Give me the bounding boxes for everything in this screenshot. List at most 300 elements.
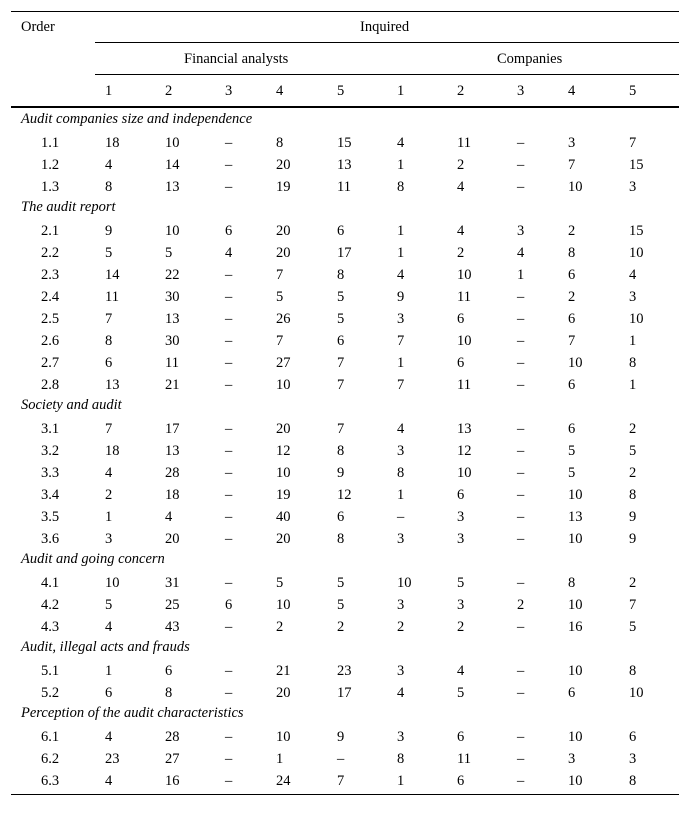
table-cell: – bbox=[225, 289, 233, 305]
section-title: Perception of the audit characteristics bbox=[21, 705, 244, 721]
row-order: 1.1 bbox=[41, 135, 60, 151]
table-cell: 15 bbox=[629, 157, 644, 173]
table-cell: – bbox=[225, 531, 233, 547]
table-cell: 8 bbox=[337, 443, 345, 459]
table-cell: 31 bbox=[165, 575, 180, 591]
table-row bbox=[11, 374, 679, 396]
table-cell: 12 bbox=[276, 443, 291, 459]
table-cell: 9 bbox=[337, 465, 345, 481]
table-cell: 10 bbox=[165, 135, 180, 151]
table-cell: – bbox=[225, 773, 233, 789]
table-cell: 23 bbox=[105, 751, 120, 767]
table-cell: 10 bbox=[568, 179, 583, 195]
table-cell: – bbox=[517, 157, 525, 173]
financial-analysts-header: Financial analysts bbox=[184, 51, 289, 67]
table-cell: 17 bbox=[337, 685, 352, 701]
table-cell: 19 bbox=[276, 487, 291, 503]
table-cell: 12 bbox=[457, 443, 472, 459]
table-cell: 13 bbox=[165, 179, 180, 195]
table-cell: 12 bbox=[337, 487, 352, 503]
table-cell: 7 bbox=[337, 421, 345, 437]
table-cell: 11 bbox=[105, 289, 119, 305]
table-cell: 2 bbox=[337, 619, 345, 635]
table-cell: 2 bbox=[397, 619, 405, 635]
scale-header-cell: 5 bbox=[629, 83, 637, 99]
table-cell: 1 bbox=[397, 355, 405, 371]
table-cell: 6 bbox=[457, 729, 465, 745]
table-cell: 6 bbox=[457, 773, 465, 789]
table-cell: 7 bbox=[337, 773, 345, 789]
table-cell: 6 bbox=[457, 487, 465, 503]
table-row bbox=[11, 748, 679, 770]
table-cell: 7 bbox=[276, 333, 284, 349]
table-row bbox=[11, 242, 679, 264]
table-cell: 13 bbox=[337, 157, 352, 173]
table-cell: 6 bbox=[568, 377, 576, 393]
table-cell: 3 bbox=[397, 729, 405, 745]
table-cell: 10 bbox=[568, 531, 583, 547]
row-order: 6.1 bbox=[41, 729, 60, 745]
table-row bbox=[11, 462, 679, 484]
table-cell: 7 bbox=[568, 333, 576, 349]
table-row bbox=[11, 176, 679, 198]
table-cell: 6 bbox=[225, 223, 233, 239]
table-cell: 11 bbox=[337, 179, 351, 195]
table-row bbox=[11, 440, 679, 462]
table-cell: 1 bbox=[629, 333, 637, 349]
table-cell: 7 bbox=[629, 135, 637, 151]
table-cell: 10 bbox=[276, 377, 291, 393]
table-cell: 5 bbox=[105, 597, 113, 613]
table-cell: 2 bbox=[276, 619, 284, 635]
row-order: 2.6 bbox=[41, 333, 60, 349]
inquired-rule bbox=[95, 42, 679, 43]
table-cell: 5 bbox=[568, 465, 576, 481]
table-cell: 25 bbox=[165, 597, 180, 613]
table-cell: 6 bbox=[568, 267, 576, 283]
table-cell: 8 bbox=[397, 179, 405, 195]
table-cell: 10 bbox=[568, 729, 583, 745]
table-cell: 3 bbox=[457, 531, 465, 547]
table-cell: 7 bbox=[105, 311, 113, 327]
table-cell: 4 bbox=[457, 663, 465, 679]
table-cell: 20 bbox=[276, 223, 291, 239]
table-cell: – bbox=[517, 685, 525, 701]
table-cell: 5 bbox=[337, 311, 345, 327]
table-cell: 5 bbox=[457, 685, 465, 701]
table-cell: 10 bbox=[105, 575, 120, 591]
section-title: Audit, illegal acts and frauds bbox=[21, 639, 190, 655]
table-cell: 3 bbox=[568, 135, 576, 151]
table-cell: 10 bbox=[629, 685, 644, 701]
table-cell: 11 bbox=[457, 377, 471, 393]
table-cell: 1 bbox=[517, 267, 525, 283]
row-order: 4.1 bbox=[41, 575, 60, 591]
table-cell: 28 bbox=[165, 729, 180, 745]
table-cell: 10 bbox=[276, 597, 291, 613]
table-cell: 24 bbox=[276, 773, 291, 789]
scale-header-cell: 1 bbox=[397, 83, 405, 99]
table-cell: 15 bbox=[337, 135, 352, 151]
table-row bbox=[11, 528, 679, 550]
section-title: Audit companies size and independence bbox=[21, 111, 253, 127]
table-cell: – bbox=[517, 355, 525, 371]
table-row bbox=[11, 726, 679, 748]
table-cell: 8 bbox=[568, 575, 576, 591]
table-cell: 3 bbox=[457, 509, 465, 525]
table-cell: 6 bbox=[225, 597, 233, 613]
table-cell: 8 bbox=[105, 333, 113, 349]
table-cell: 15 bbox=[629, 223, 644, 239]
table-cell: 6 bbox=[337, 223, 345, 239]
table-cell: 9 bbox=[629, 531, 637, 547]
table-cell: 10 bbox=[276, 729, 291, 745]
table-cell: 8 bbox=[397, 751, 405, 767]
table-row bbox=[11, 682, 679, 704]
table-cell: – bbox=[517, 421, 525, 437]
table-cell: 4 bbox=[165, 509, 173, 525]
table-row bbox=[11, 418, 679, 440]
table-cell: 5 bbox=[457, 575, 465, 591]
order-header: Order bbox=[21, 19, 55, 35]
table-cell: 4 bbox=[397, 421, 405, 437]
table-cell: – bbox=[517, 377, 525, 393]
table-row bbox=[11, 506, 679, 528]
table-cell: 1 bbox=[105, 509, 113, 525]
row-order: 3.5 bbox=[41, 509, 60, 525]
table-cell: – bbox=[225, 575, 233, 591]
table-cell: 3 bbox=[457, 597, 465, 613]
table-cell: 17 bbox=[165, 421, 180, 437]
table-cell: 3 bbox=[629, 289, 637, 305]
row-order: 5.1 bbox=[41, 663, 60, 679]
row-order: 3.3 bbox=[41, 465, 60, 481]
table-cell: 16 bbox=[165, 773, 180, 789]
table-cell: – bbox=[517, 773, 525, 789]
row-order: 6.2 bbox=[41, 751, 60, 767]
table-cell: – bbox=[517, 465, 525, 481]
table-cell: 17 bbox=[337, 245, 352, 261]
table-cell: 2 bbox=[457, 157, 465, 173]
table-cell: 1 bbox=[629, 377, 637, 393]
table-cell: 40 bbox=[276, 509, 291, 525]
table-cell: 7 bbox=[337, 377, 345, 393]
table-cell: 20 bbox=[276, 685, 291, 701]
table-cell: – bbox=[225, 685, 233, 701]
table-row bbox=[11, 660, 679, 682]
row-order: 6.3 bbox=[41, 773, 60, 789]
section-title: Audit and going concern bbox=[21, 551, 165, 567]
table-cell: 5 bbox=[629, 619, 637, 635]
table-cell: 1 bbox=[397, 223, 405, 239]
table-cell: 11 bbox=[457, 135, 471, 151]
table-cell: 10 bbox=[165, 223, 180, 239]
row-order: 2.3 bbox=[41, 267, 60, 283]
row-order: 4.3 bbox=[41, 619, 60, 635]
table-cell: 3 bbox=[397, 443, 405, 459]
table-cell: 4 bbox=[225, 245, 233, 261]
header-bottom-rule bbox=[11, 106, 679, 108]
row-order: 1.2 bbox=[41, 157, 60, 173]
table-cell: 9 bbox=[105, 223, 113, 239]
table-cell: 5 bbox=[276, 289, 284, 305]
table-cell: 2 bbox=[568, 223, 576, 239]
table-cell: 8 bbox=[337, 267, 345, 283]
scale-header-cell: 4 bbox=[276, 83, 284, 99]
table-cell: 23 bbox=[337, 663, 352, 679]
table-cell: 13 bbox=[568, 509, 583, 525]
table-cell: 19 bbox=[276, 179, 291, 195]
table-cell: 10 bbox=[457, 333, 472, 349]
table-cell: 28 bbox=[165, 465, 180, 481]
table-cell: 10 bbox=[397, 575, 412, 591]
table-cell: 4 bbox=[397, 685, 405, 701]
table-cell: 8 bbox=[165, 685, 173, 701]
table-cell: 20 bbox=[165, 531, 180, 547]
table-cell: 13 bbox=[457, 421, 472, 437]
table-cell: – bbox=[337, 751, 345, 767]
row-order: 2.2 bbox=[41, 245, 60, 261]
table-cell: 7 bbox=[629, 597, 637, 613]
table-cell: 10 bbox=[276, 465, 291, 481]
table-cell: 1 bbox=[397, 487, 405, 503]
table-cell: 4 bbox=[105, 157, 113, 173]
table-cell: 43 bbox=[165, 619, 180, 635]
table-cell: 8 bbox=[337, 531, 345, 547]
table-cell: – bbox=[225, 377, 233, 393]
table-cell: – bbox=[517, 135, 525, 151]
table-cell: 6 bbox=[457, 311, 465, 327]
table-cell: 10 bbox=[568, 487, 583, 503]
table-cell: 3 bbox=[629, 751, 637, 767]
table-cell: 10 bbox=[568, 355, 583, 371]
table-cell: 6 bbox=[568, 311, 576, 327]
table-row bbox=[11, 264, 679, 286]
scale-header-cell: 1 bbox=[105, 83, 113, 99]
table-cell: – bbox=[517, 487, 525, 503]
table-row bbox=[11, 132, 679, 154]
table-cell: – bbox=[225, 179, 233, 195]
table-cell: 10 bbox=[457, 267, 472, 283]
table-cell: 4 bbox=[517, 245, 525, 261]
table-cell: 18 bbox=[165, 487, 180, 503]
companies-header: Companies bbox=[497, 51, 563, 67]
table-cell: 6 bbox=[165, 663, 173, 679]
table-cell: 5 bbox=[337, 597, 345, 613]
table-cell: 3 bbox=[397, 531, 405, 547]
table-cell: 20 bbox=[276, 157, 291, 173]
table-cell: 8 bbox=[397, 465, 405, 481]
table-cell: 14 bbox=[105, 267, 120, 283]
table-cell: – bbox=[225, 487, 233, 503]
table-row bbox=[11, 484, 679, 506]
table-cell: 4 bbox=[397, 135, 405, 151]
table-cell: 3 bbox=[568, 751, 576, 767]
table-cell: – bbox=[517, 443, 525, 459]
table-cell: 20 bbox=[276, 531, 291, 547]
table-cell: 30 bbox=[165, 289, 180, 305]
table-cell: 8 bbox=[629, 773, 637, 789]
table-cell: 7 bbox=[397, 377, 405, 393]
table-cell: 5 bbox=[105, 245, 113, 261]
table-cell: 6 bbox=[105, 685, 113, 701]
table-cell: 6 bbox=[568, 685, 576, 701]
bottom-rule bbox=[11, 794, 679, 795]
table-cell: 5 bbox=[629, 443, 637, 459]
table-cell: – bbox=[225, 465, 233, 481]
table-cell: – bbox=[517, 619, 525, 635]
table-cell: – bbox=[225, 509, 233, 525]
table-cell: 4 bbox=[105, 729, 113, 745]
row-order: 2.7 bbox=[41, 355, 60, 371]
table-row bbox=[11, 572, 679, 594]
table-cell: 18 bbox=[105, 443, 120, 459]
table-cell: 6 bbox=[568, 421, 576, 437]
table-cell: 8 bbox=[629, 487, 637, 503]
table-cell: 3 bbox=[629, 179, 637, 195]
table-cell: – bbox=[517, 531, 525, 547]
table-cell: 13 bbox=[165, 443, 180, 459]
table-cell: 4 bbox=[629, 267, 637, 283]
table-cell: 3 bbox=[397, 663, 405, 679]
table-row bbox=[11, 616, 679, 638]
table-cell: 1 bbox=[397, 157, 405, 173]
row-order: 2.4 bbox=[41, 289, 60, 305]
table-cell: 2 bbox=[568, 289, 576, 305]
table-cell: 4 bbox=[397, 267, 405, 283]
table-cell: 14 bbox=[165, 157, 180, 173]
table-cell: – bbox=[517, 509, 525, 525]
table-cell: 22 bbox=[165, 267, 180, 283]
table-cell: 10 bbox=[629, 311, 644, 327]
table-row bbox=[11, 308, 679, 330]
table-cell: 3 bbox=[397, 597, 405, 613]
table-cell: 1 bbox=[397, 245, 405, 261]
scale-header-cell: 5 bbox=[337, 83, 345, 99]
table-cell: 4 bbox=[105, 773, 113, 789]
table-cell: 3 bbox=[397, 311, 405, 327]
section-title: The audit report bbox=[21, 199, 116, 215]
table-cell: 7 bbox=[276, 267, 284, 283]
table-cell: 21 bbox=[165, 377, 180, 393]
table-cell: 1 bbox=[276, 751, 284, 767]
table-cell: 7 bbox=[397, 333, 405, 349]
row-order: 2.5 bbox=[41, 311, 60, 327]
table-cell: 6 bbox=[105, 355, 113, 371]
table-cell: 21 bbox=[276, 663, 291, 679]
table-cell: – bbox=[517, 751, 525, 767]
table-cell: – bbox=[225, 333, 233, 349]
table-cell: 2 bbox=[457, 619, 465, 635]
section-title: Society and audit bbox=[21, 397, 122, 413]
group-rule bbox=[95, 74, 679, 75]
table-cell: 4 bbox=[105, 619, 113, 635]
table-cell: 26 bbox=[276, 311, 291, 327]
row-order: 4.2 bbox=[41, 597, 60, 613]
table-cell: 6 bbox=[629, 729, 637, 745]
table-cell: 2 bbox=[517, 597, 525, 613]
table-cell: 9 bbox=[337, 729, 345, 745]
table-cell: 6 bbox=[337, 509, 345, 525]
table-cell: 2 bbox=[629, 465, 637, 481]
top-rule bbox=[11, 11, 679, 12]
scale-header-cell: 2 bbox=[457, 83, 465, 99]
table-cell: 11 bbox=[457, 751, 471, 767]
table-cell: 5 bbox=[165, 245, 173, 261]
table-cell: 16 bbox=[568, 619, 583, 635]
table-cell: – bbox=[225, 267, 233, 283]
table-cell: 8 bbox=[276, 135, 284, 151]
table-cell: – bbox=[225, 443, 233, 459]
table-cell: – bbox=[225, 619, 233, 635]
table-cell: 5 bbox=[276, 575, 284, 591]
inquired-header: Inquired bbox=[360, 19, 410, 35]
table-cell: 18 bbox=[105, 135, 120, 151]
table-cell: 13 bbox=[105, 377, 120, 393]
table-cell: – bbox=[397, 509, 405, 525]
scale-header-cell: 3 bbox=[225, 83, 233, 99]
table-cell: 5 bbox=[568, 443, 576, 459]
table-cell: – bbox=[517, 179, 525, 195]
table-cell: – bbox=[517, 311, 525, 327]
table-cell: – bbox=[517, 575, 525, 591]
row-order: 5.2 bbox=[41, 685, 60, 701]
table-cell: 2 bbox=[629, 421, 637, 437]
table-cell: 27 bbox=[165, 751, 180, 767]
table-cell: 10 bbox=[568, 663, 583, 679]
table-cell: 1 bbox=[105, 663, 113, 679]
scale-header-cell: 3 bbox=[517, 83, 525, 99]
table-cell: 7 bbox=[337, 355, 345, 371]
table-cell: 7 bbox=[568, 157, 576, 173]
table-cell: 9 bbox=[629, 509, 637, 525]
table-row bbox=[11, 352, 679, 374]
table-cell: 7 bbox=[105, 421, 113, 437]
table-cell: 20 bbox=[276, 421, 291, 437]
table-cell: 6 bbox=[337, 333, 345, 349]
table-cell: 11 bbox=[165, 355, 179, 371]
table-cell: – bbox=[225, 421, 233, 437]
table-cell: – bbox=[225, 355, 233, 371]
table-cell: 3 bbox=[517, 223, 525, 239]
table-cell: 3 bbox=[105, 531, 113, 547]
table-cell: – bbox=[517, 333, 525, 349]
table-cell: – bbox=[517, 663, 525, 679]
table-cell: 20 bbox=[276, 245, 291, 261]
table-row bbox=[11, 330, 679, 352]
table-cell: 10 bbox=[629, 245, 644, 261]
row-order: 3.6 bbox=[41, 531, 60, 547]
table-cell: 1 bbox=[397, 773, 405, 789]
table-cell: 4 bbox=[105, 465, 113, 481]
table-cell: 27 bbox=[276, 355, 291, 371]
table-cell: 4 bbox=[457, 179, 465, 195]
table-cell: 8 bbox=[629, 663, 637, 679]
row-order: 3.1 bbox=[41, 421, 60, 437]
table-cell: – bbox=[517, 729, 525, 745]
table-cell: 2 bbox=[457, 245, 465, 261]
table-cell: 30 bbox=[165, 333, 180, 349]
table-cell: – bbox=[225, 135, 233, 151]
table-cell: 4 bbox=[457, 223, 465, 239]
table-row bbox=[11, 220, 679, 242]
row-order: 1.3 bbox=[41, 179, 60, 195]
table-cell: – bbox=[225, 663, 233, 679]
table-row bbox=[11, 286, 679, 308]
table-cell: 6 bbox=[457, 355, 465, 371]
row-order: 2.8 bbox=[41, 377, 60, 393]
table-cell: – bbox=[225, 157, 233, 173]
